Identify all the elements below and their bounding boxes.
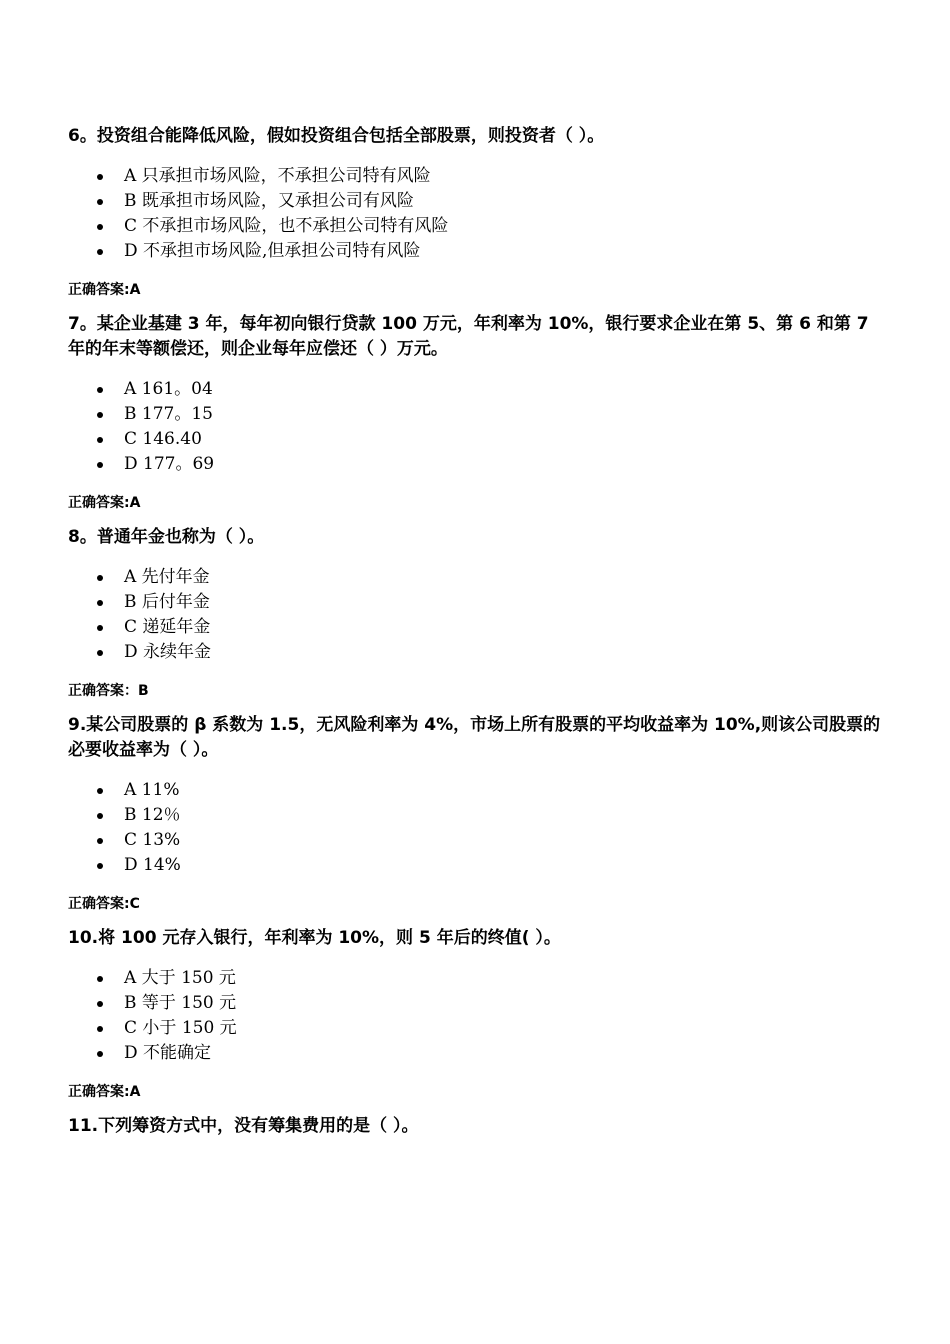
document-page: [68, 124, 888, 1151]
option-label: B 177。15: [124, 404, 213, 424]
option-label: C 13%: [124, 830, 181, 850]
correct-answer: 正确答案:A: [68, 495, 141, 511]
option-item: [68, 239, 888, 264]
bullet-icon: [97, 976, 103, 982]
question-block-10: [68, 926, 888, 1102]
option-list: [68, 565, 888, 665]
option-label: A 161。04: [124, 379, 213, 399]
bullet-icon: [97, 600, 103, 606]
bullet-icon: [97, 249, 103, 255]
correct-answer: 正确答案：B: [68, 683, 149, 699]
option-item: [68, 828, 888, 853]
bullet-icon: [97, 838, 103, 844]
correct-answer: 正确答案:A: [68, 1084, 141, 1100]
question-block-6: [68, 124, 888, 300]
option-label: C 小于 150 元: [124, 1018, 237, 1038]
option-label: C 146.40: [124, 429, 202, 449]
bullet-icon: [97, 412, 103, 418]
option-label: D 177。69: [124, 454, 215, 474]
option-item: [68, 640, 888, 665]
bullet-icon: [97, 224, 103, 230]
bullet-icon: [97, 174, 103, 180]
bullet-icon: [97, 1026, 103, 1032]
bullet-icon: [97, 650, 103, 656]
bullet-icon: [97, 788, 103, 794]
question-text: 10.将 100 元存入银行，年利率为 10%，则 5 年后的终值( ）。: [68, 928, 561, 948]
option-item: [68, 164, 888, 189]
option-item: [68, 402, 888, 427]
option-label: A 11%: [124, 780, 180, 800]
option-item: [68, 778, 888, 803]
option-item: [68, 853, 888, 878]
option-item: [68, 565, 888, 590]
bullet-icon: [97, 863, 103, 869]
option-item: [68, 452, 888, 477]
option-label: D 14%: [124, 855, 181, 875]
option-item: [68, 966, 888, 991]
option-item: [68, 214, 888, 239]
option-label: C 递延年金: [124, 617, 211, 637]
option-item: [68, 189, 888, 214]
bullet-icon: [97, 575, 103, 581]
bullet-icon: [97, 625, 103, 631]
bullet-icon: [97, 813, 103, 819]
option-label: A 只承担市场风险，不承担公司特有风险: [124, 166, 431, 186]
question-text: 9.某公司股票的 β 系数为 1.5，无风险利率为 4%，市场上所有股票的平均收益率为 10%,则该公司股票的必要收益率为（ ）。: [68, 715, 881, 760]
question-text: 8。普通年金也称为（ ）。: [68, 527, 265, 547]
option-label: B 12％: [124, 805, 181, 825]
option-label: C 不承担市场风险，也不承担公司特有风险: [124, 216, 449, 236]
option-label: D 不承担市场风险,但承担公司特有风险: [124, 241, 421, 261]
correct-answer: 正确答案:C: [68, 896, 140, 912]
option-item: [68, 1041, 888, 1066]
bullet-icon: [97, 1051, 103, 1057]
question-block-11: [68, 1114, 888, 1139]
option-item: [68, 615, 888, 640]
option-list: [68, 778, 888, 878]
option-item: [68, 1016, 888, 1041]
option-list: [68, 377, 888, 477]
option-item: [68, 590, 888, 615]
correct-answer: 正确答案:A: [68, 282, 141, 298]
question-block-9: [68, 713, 888, 914]
bullet-icon: [97, 462, 103, 468]
bullet-icon: [97, 437, 103, 443]
bullet-icon: [97, 199, 103, 205]
option-list: [68, 164, 888, 264]
option-label: B 等于 150 元: [124, 993, 237, 1013]
bullet-icon: [97, 387, 103, 393]
question-block-8: [68, 525, 888, 701]
bullet-icon: [97, 1001, 103, 1007]
option-item: [68, 991, 888, 1016]
option-label: A 先付年金: [124, 567, 210, 587]
question-text: 11.下列筹资方式中，没有筹集费用的是（ ）。: [68, 1116, 419, 1136]
option-label: B 既承担市场风险，又承担公司有风险: [124, 191, 414, 211]
option-list: [68, 966, 888, 1066]
option-item: [68, 427, 888, 452]
question-text: 7。某企业基建 3 年，每年初向银行贷款 100 万元，年利率为 10%，银行要求企业在第 5、第 6 和第 7 年的年末等额偿还，则企业每年应偿还（ ）万元。: [68, 314, 869, 359]
option-item: [68, 377, 888, 402]
option-item: [68, 803, 888, 828]
option-label: A 大于 150 元: [124, 968, 236, 988]
option-label: D 不能确定: [124, 1043, 212, 1063]
question-text: 6。投资组合能降低风险，假如投资组合包括全部股票，则投资者（ ）。: [68, 126, 605, 146]
option-label: B 后付年金: [124, 592, 210, 612]
question-block-7: [68, 312, 888, 513]
option-label: D 永续年金: [124, 642, 212, 662]
